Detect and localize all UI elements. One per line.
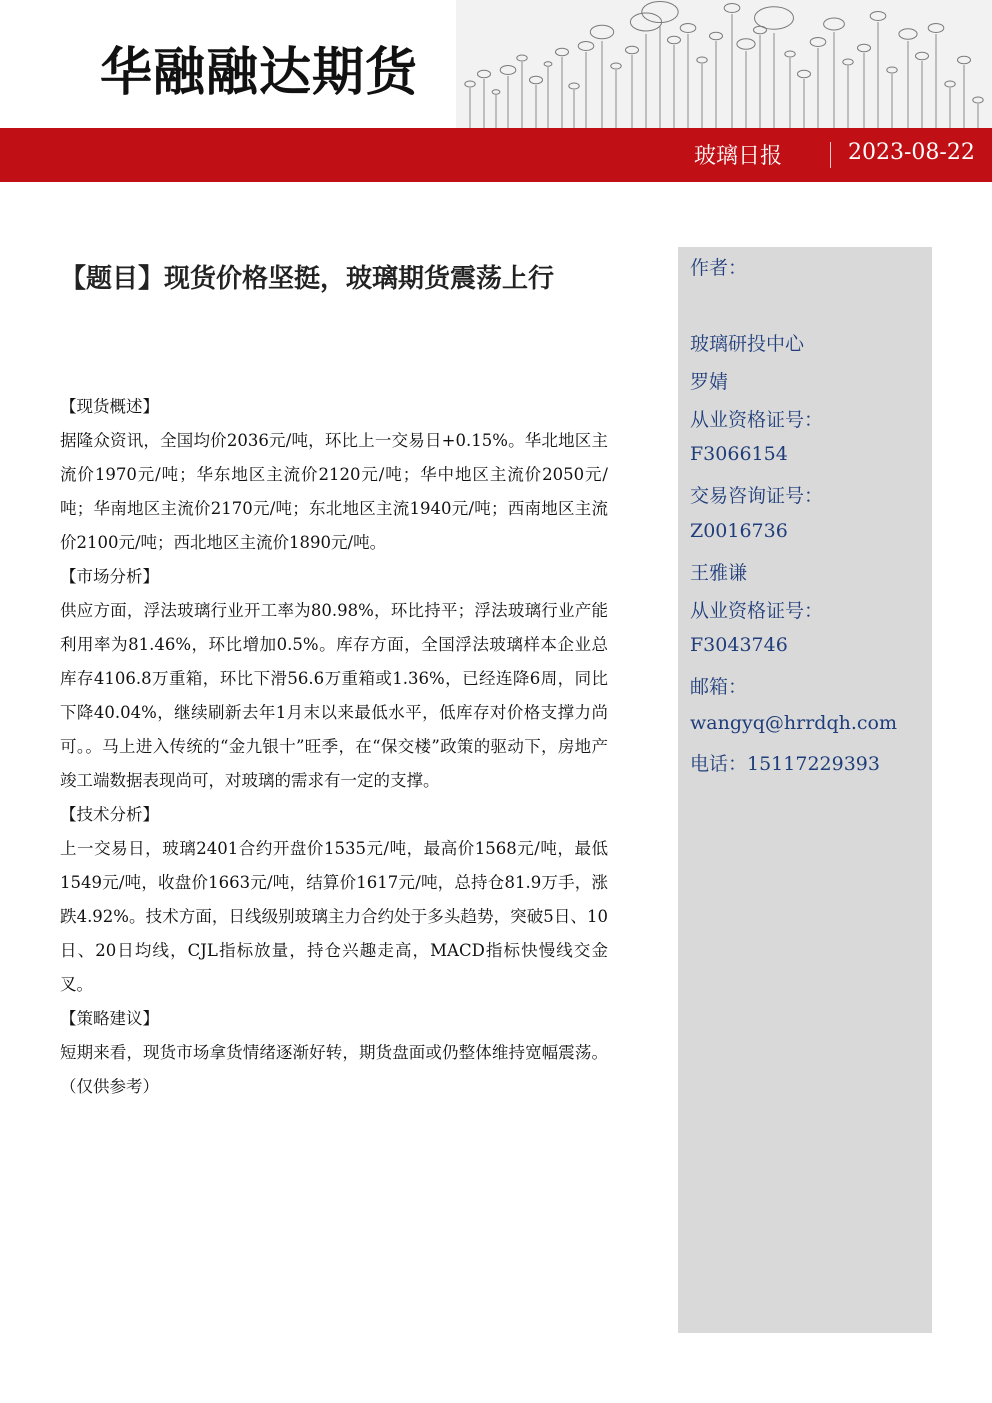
report-date: 2023-08-22	[848, 140, 975, 165]
author2-name: 王雅谦	[690, 562, 748, 584]
section-heading-strategy: 【策略建议】	[60, 1009, 159, 1028]
author2-cert-label: 从业资格证号：	[690, 600, 824, 622]
header-decoration	[456, 0, 992, 128]
header-divider	[830, 142, 831, 168]
author1-consult: Z0016736	[690, 520, 788, 542]
report-type: 玻璃日报	[694, 144, 783, 169]
section-body-market: 供应方面，浮法玻璃行业开工率为80.98%，环比持平；浮法玻璃行业产能利用率为81.46%，环比增加0.5%。库存方面，全国浮法玻璃样本企业总库存4106.8万重箱，环比下滑56.6万重箱或1.36%，已经连降6周，同比下降40.04%，继续刷新去年1月末以来最低水平，低库存对价格支撑力尚可。。马上进入传统的“金九银十”旺季，在“保交楼”政策的驱动下，房地产竣工端数据表现尚可，对玻璃的需求有一定的支撑。	[60, 601, 608, 790]
author1-consult-label: 交易咨询证号：	[690, 485, 824, 507]
email-label: 邮箱：	[690, 676, 748, 698]
phone: 电话：15117229393	[690, 753, 880, 775]
email-address: wangyq@hrrdqh.com	[690, 712, 897, 734]
author1-cert: F3066154	[690, 443, 788, 465]
section-heading-market: 【市场分析】	[60, 567, 159, 586]
section-heading-technical: 【技术分析】	[60, 805, 159, 824]
section-heading-spot: 【现货概述】	[60, 397, 159, 416]
report-title: 【题目】现货价格坚挺，玻璃期货震荡上行	[60, 264, 555, 294]
author2-cert: F3043746	[690, 634, 788, 656]
company-logo: 华融融达期货	[100, 43, 419, 103]
author-sidebar	[678, 247, 932, 1333]
section-body-technical: 上一交易日，玻璃2401合约开盘价1535元/吨，最高价1568元/吨，最低1549元/吨，收盘价1663元/吨，结算价1617元/吨，总持仓81.9万手，涨跌4.92%。技术方面，日线级别玻璃主力合约处于多头趋势，突破5日、10日、20日均线，CJL指标放量，持仓兴趣走高，MACD指标快慢线交金叉。	[60, 839, 608, 994]
author1-name: 罗婧	[690, 371, 729, 393]
research-center: 玻璃研投中心	[690, 333, 805, 355]
report-body	[60, 390, 608, 1104]
section-body-strategy: 短期来看，现货市场拿货情绪逐渐好转，期货盘面或仍整体维持宽幅震荡。（仅供参考）	[60, 1043, 608, 1096]
author-label: 作者：	[690, 257, 748, 279]
author1-cert-label: 从业资格证号：	[690, 409, 824, 431]
section-body-spot: 据隆众资讯，全国均价2036元/吨，环比上一交易日+0.15%。华北地区主流价1970元/吨；华东地区主流价2120元/吨；华中地区主流价2050元/吨；华南地区主流价2170元/吨；东北地区主流1940元/吨；西南地区主流价2100元/吨；西北地区主流价1890元/吨。	[60, 431, 608, 552]
header-red-bar	[0, 128, 992, 182]
